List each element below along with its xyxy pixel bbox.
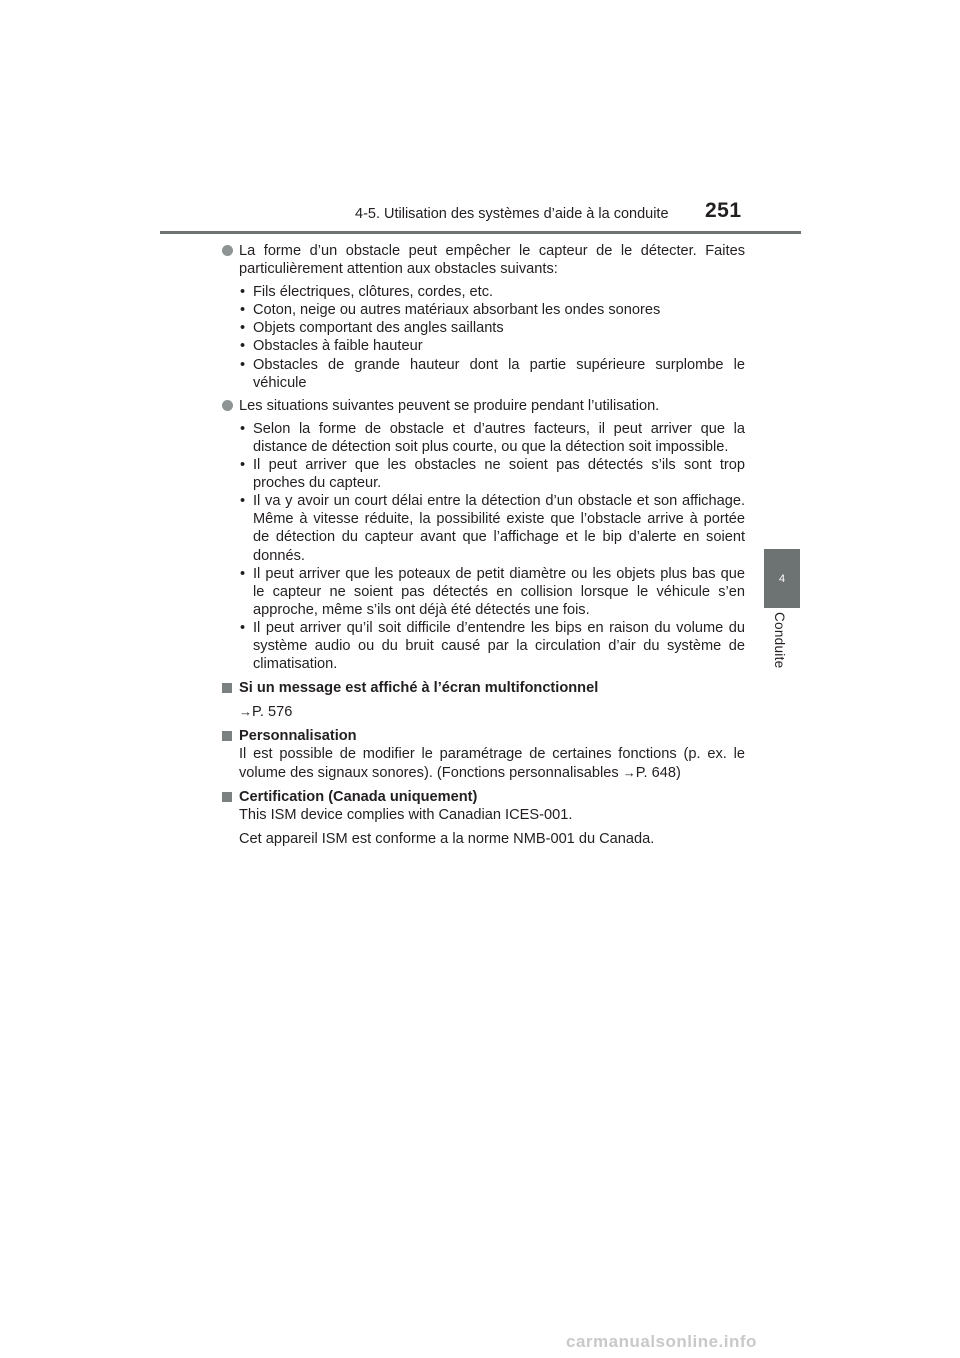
page-reference[interactable]: P. 648 xyxy=(635,764,677,781)
square-bullet-icon xyxy=(222,683,232,693)
square-bullet-icon xyxy=(222,731,232,741)
observation-situations xyxy=(222,397,745,415)
chapter-label: Conduite xyxy=(772,612,787,669)
reference-text: P. 576 xyxy=(252,704,293,721)
obstacle-list xyxy=(222,278,745,392)
observation-intro: La forme d’un obstacle peut empêcher le capteur de le détecter. Faites particulièrement attention aux obstacles suivants: xyxy=(239,243,745,278)
list-item: • Objets comportant des angles saillants xyxy=(239,319,745,337)
list-item: • Obstacles de grande hauteur dont la partie supérieure surplombe le véhicule xyxy=(239,356,745,392)
observation-intro: Les situations suivantes peuvent se produire pendant l’utilisation. xyxy=(239,397,660,414)
certification-line-en: This ISM device complies with Canadian ICES-001. xyxy=(239,806,573,823)
list-item: • Il peut arriver qu’il soit difficile d’entendre les bips en raison du volume du système audio ou du bruit causé par la circulation d’air du système de climatisation. xyxy=(239,619,745,673)
section-heading: Si un message est affiché à l’écran multifonctionnel xyxy=(239,680,599,697)
list-item: • Fils électriques, clôtures, cordes, etc. xyxy=(239,283,745,301)
section-personnalisation xyxy=(222,727,745,781)
round-bullet-icon xyxy=(222,245,233,256)
arrow-right-icon: → xyxy=(622,764,636,780)
square-bullet-icon xyxy=(222,792,232,802)
page-number: 251 xyxy=(705,199,742,222)
section-certification xyxy=(222,788,745,848)
list-item: • Il va y avoir un court délai entre la détection d’un obstacle et son affichage. Même à vitesse réduite, la possibilité existe que l’obstacle arrive à portée de détection du capteur avant que l’affichage et le bip d’alerte en soient donnés. xyxy=(239,492,745,564)
section-heading: Certification (Canada uniquement) xyxy=(239,788,478,805)
chapter-number: 4 xyxy=(778,572,786,585)
round-bullet-icon xyxy=(222,400,233,411)
list-item: • Coton, neige ou autres matériaux absorbant les ondes sonores xyxy=(239,301,745,319)
arrow-right-icon: → xyxy=(239,704,252,720)
section-message xyxy=(222,679,745,721)
list-item: • Il peut arriver que les obstacles ne soient pas détectés s’ils sont trop proches du capteur. xyxy=(239,456,745,492)
page-reference[interactable] xyxy=(239,703,745,721)
page-content xyxy=(222,242,745,848)
certification-line-fr: Cet appareil ISM est conforme a la norme NMB-001 du Canada. xyxy=(239,830,655,847)
section-heading: Personnalisation xyxy=(239,728,357,745)
section-title: 4-5. Utilisation des systèmes d’aide à la conduite xyxy=(355,206,669,222)
list-item: • Obstacles à faible hauteur xyxy=(239,337,745,355)
body-text-close: ) xyxy=(676,764,681,781)
observation-shape xyxy=(222,242,745,278)
situation-list xyxy=(222,415,745,673)
header-rule xyxy=(160,231,801,234)
body-text: Il est possible de modifier le paramétrage de certaines fonctions (p. ex. le volume des signaux sonores). (Fonctions personnalisables xyxy=(239,746,745,781)
watermark: carmanualsonline.info xyxy=(566,1332,757,1351)
section-body xyxy=(239,745,745,781)
chapter-tab[interactable] xyxy=(764,549,800,608)
list-item: • Il peut arriver que les poteaux de petit diamètre ou les objets plus bas que le capteur ne soient pas détectés en collision lorsque le véhicule s’en approche, même s’ils ont déjà été détectés une fois. xyxy=(239,565,745,619)
list-item: • Selon la forme de obstacle et d’autres facteurs, il peut arriver que la distance de détection soit plus courte, ou que la détection soit impossible. xyxy=(239,420,745,456)
